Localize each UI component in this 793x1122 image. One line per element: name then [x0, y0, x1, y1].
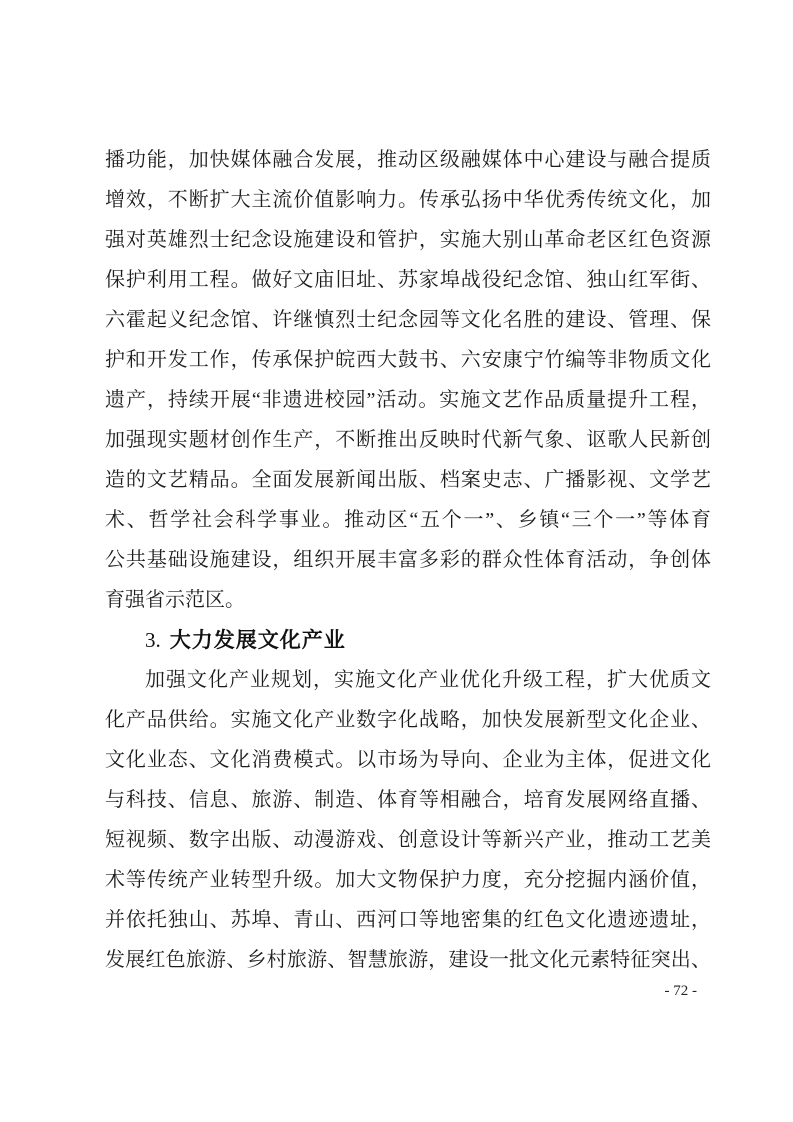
text-line: 文化业态、文化消费模式。以市场为导向、企业为主体，促进文化 [105, 749, 711, 771]
text-line: 强对英雄烈士纪念设施建设和管护，实施大别山革命老区红色资源 [105, 229, 711, 251]
text-line: 六霍起义纪念馆、许继慎烈士纪念园等文化名胜的建设、管理、保 [105, 309, 711, 331]
section-heading-number: 3. [145, 628, 161, 652]
text-line: 育强省示范区。 [105, 589, 245, 611]
text-line: 护和开发工作，传承保护皖西大鼓书、六安康宁竹编等非物质文化 [105, 349, 711, 371]
document-body [105, 140, 711, 980]
text-line: 加强现实题材创作生产，不断推出反映时代新气象、讴歌人民新创 [105, 429, 711, 451]
text-line: 保护利用工程。做好文庙旧址、苏家埠战役纪念馆、独山红军街、 [105, 269, 711, 291]
text-line: 短视频、数字出版、动漫游戏、创意设计等新兴产业，推动工艺美 [105, 829, 711, 851]
section-heading-title: 大力发展文化产业 [169, 628, 346, 652]
page-number: - 72 - [664, 983, 697, 999]
section-heading [105, 620, 711, 660]
paragraph-1 [105, 140, 711, 620]
text-line: 术、哲学社会科学事业。推动区“五个一”、乡镇“三个一”等体育 [105, 509, 711, 531]
text-line: 化产品供给。实施文化产业数字化战略，加快发展新型文化企业、 [105, 709, 711, 731]
text-line: 公共基础设施建设，组织开展丰富多彩的群众性体育活动，争创体 [105, 549, 711, 571]
text-line: 造的文艺精品。全面发展新闻出版、档案史志、广播影视、文学艺 [105, 469, 711, 491]
text-line: 发展红色旅游、乡村旅游、智慧旅游，建设一批文化元素特征突出、 [105, 949, 711, 971]
text-line: 加强文化产业规划，实施文化产业优化升级工程，扩大优质文 [145, 669, 711, 691]
text-line: 增效，不断扩大主流价值影响力。传承弘扬中华优秀传统文化，加 [105, 189, 711, 211]
text-line: 与科技、信息、旅游、制造、体育等相融合，培育发展网络直播、 [105, 789, 711, 811]
text-line: 播功能，加快媒体融合发展，推动区级融媒体中心建设与融合提质 [105, 149, 711, 171]
text-line: 并依托独山、苏埠、青山、西河口等地密集的红色文化遗迹遗址， [105, 909, 711, 931]
paragraph-2 [105, 660, 711, 980]
text-line: 遗产，持续开展“非遗进校园”活动。实施文艺作品质量提升工程， [105, 389, 711, 411]
text-line: 术等传统产业转型升级。加大文物保护力度，充分挖掘内涵价值， [105, 869, 711, 891]
